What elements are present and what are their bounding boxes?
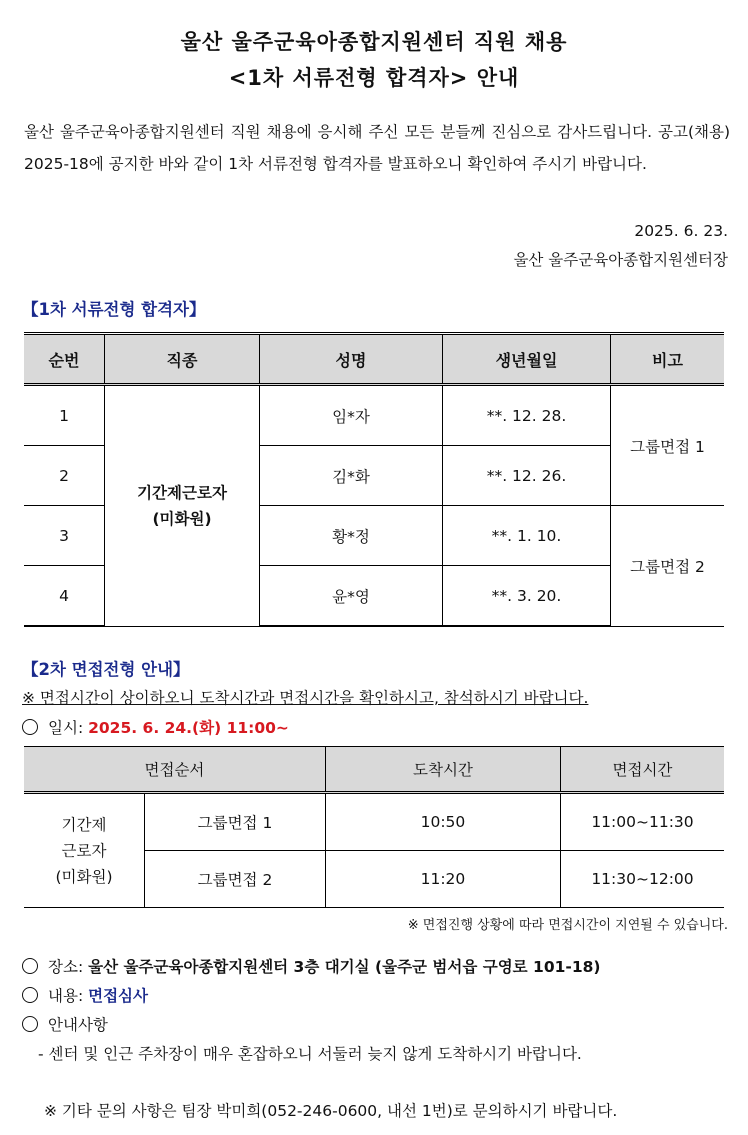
interview-group: 그룹면접 2 xyxy=(611,506,725,627)
guide-item: - 센터 및 인근 주차장이 매우 혼잡하오니 서둘러 늦지 않게 도착하시기 바랍니다. xyxy=(38,1045,582,1063)
interview-group: 그룹면접 1 xyxy=(145,793,326,851)
row-number: 4 xyxy=(24,566,105,627)
bullet-circle-icon xyxy=(22,987,38,1003)
applicant-name: 황*정 xyxy=(260,506,443,566)
interview-time: 11:00~11:30 xyxy=(560,793,724,851)
job-type: 기간제근로자 (미화원) xyxy=(105,385,260,627)
content-value: 면접심사 xyxy=(88,987,149,1005)
applicant-name: 윤*영 xyxy=(260,566,443,627)
table-header-row xyxy=(24,747,724,793)
table-row xyxy=(24,793,724,851)
interview-group: 그룹면접 1 xyxy=(611,385,725,506)
date-label: 일시: xyxy=(48,719,89,737)
bullet-circle-icon xyxy=(22,1016,38,1032)
arrival-time: 11:20 xyxy=(325,851,560,908)
column-header: 면접시간 xyxy=(560,747,724,793)
column-header: 순번 xyxy=(24,334,105,385)
column-header: 도착시간 xyxy=(325,747,560,793)
bullet-circle-icon xyxy=(22,719,38,735)
interview-notice-text: ※ 면접시간이 상이하오니 도착시간과 면접시간을 확인하시고, 참석하시기 바랍니다. xyxy=(22,689,589,707)
delay-note: ※ 면접진행 상황에 따라 면접시간이 지연될 수 있습니다. xyxy=(407,918,728,933)
arrival-time: 10:50 xyxy=(325,793,560,851)
content-label: 내용: xyxy=(48,987,89,1005)
interview-date-line xyxy=(22,716,289,738)
bullet-circle-icon xyxy=(22,958,38,974)
guide-label: 안내사항 xyxy=(48,1016,108,1034)
contact-note: ※ 기타 문의 사항은 팀장 박미희(052-246-0600, 내선 1번)로 문의하시기 바랍니다. xyxy=(44,1102,618,1120)
row-number: 2 xyxy=(24,446,105,506)
applicant-birth: **. 12. 28. xyxy=(443,385,611,446)
row-number: 3 xyxy=(24,506,105,566)
place-line xyxy=(22,955,601,977)
page-subtitle: <1차 서류전형 합격자> 안내 xyxy=(228,66,520,90)
applicant-birth: **. 1. 10. xyxy=(443,506,611,566)
column-header: 성명 xyxy=(260,334,443,385)
applicant-birth: **. 3. 20. xyxy=(443,566,611,627)
applicants-table xyxy=(24,332,724,627)
notice-signer: 울산 울주군육아종합지원센터장 xyxy=(513,251,728,269)
notice-date: 2025. 6. 23. xyxy=(634,222,728,240)
place-value: 울산 울주군육아종합지원센터 3층 대기실 (울주군 범서읍 구영로 101-18) xyxy=(88,958,601,976)
applicant-name: 임*자 xyxy=(260,385,443,446)
column-header: 비고 xyxy=(611,334,725,385)
place-label: 장소: xyxy=(48,958,89,976)
interview-notice xyxy=(22,686,588,708)
date-value: 2025. 6. 24.(화) 11:00~ xyxy=(88,719,289,737)
column-header: 직종 xyxy=(105,334,260,385)
content-line xyxy=(22,984,148,1006)
column-header: 생년월일 xyxy=(443,334,611,385)
table-row xyxy=(24,385,724,446)
column-header: 면접순서 xyxy=(24,747,325,793)
applicant-name: 김*화 xyxy=(260,446,443,506)
guide-line xyxy=(22,1013,108,1035)
page-title: 울산 울주군육아종합지원센터 직원 채용 xyxy=(180,30,568,54)
row-number: 1 xyxy=(24,385,105,446)
interview-table xyxy=(24,746,724,908)
table-header-row xyxy=(24,334,724,385)
section2-heading: 【2차 면접전형 안내】 xyxy=(22,660,190,679)
interview-time: 11:30~12:00 xyxy=(560,851,724,908)
job-type: 기간제 근로자 (미화원) xyxy=(24,793,145,908)
applicant-birth: **. 12. 26. xyxy=(443,446,611,506)
interview-group: 그룹면접 2 xyxy=(145,851,326,908)
section1-heading: 【1차 서류전형 합격자】 xyxy=(22,300,206,319)
intro-paragraph: 울산 울주군육아종합지원센터 직원 채용에 응시해 주신 모든 분들께 진심으로 감사드립니다. 공고(채용) 2025-18에 공지한 바와 같이 1차 서류전형 합격자를 발표하오니 확인하여 주시기 바랍니다. xyxy=(24,123,730,173)
